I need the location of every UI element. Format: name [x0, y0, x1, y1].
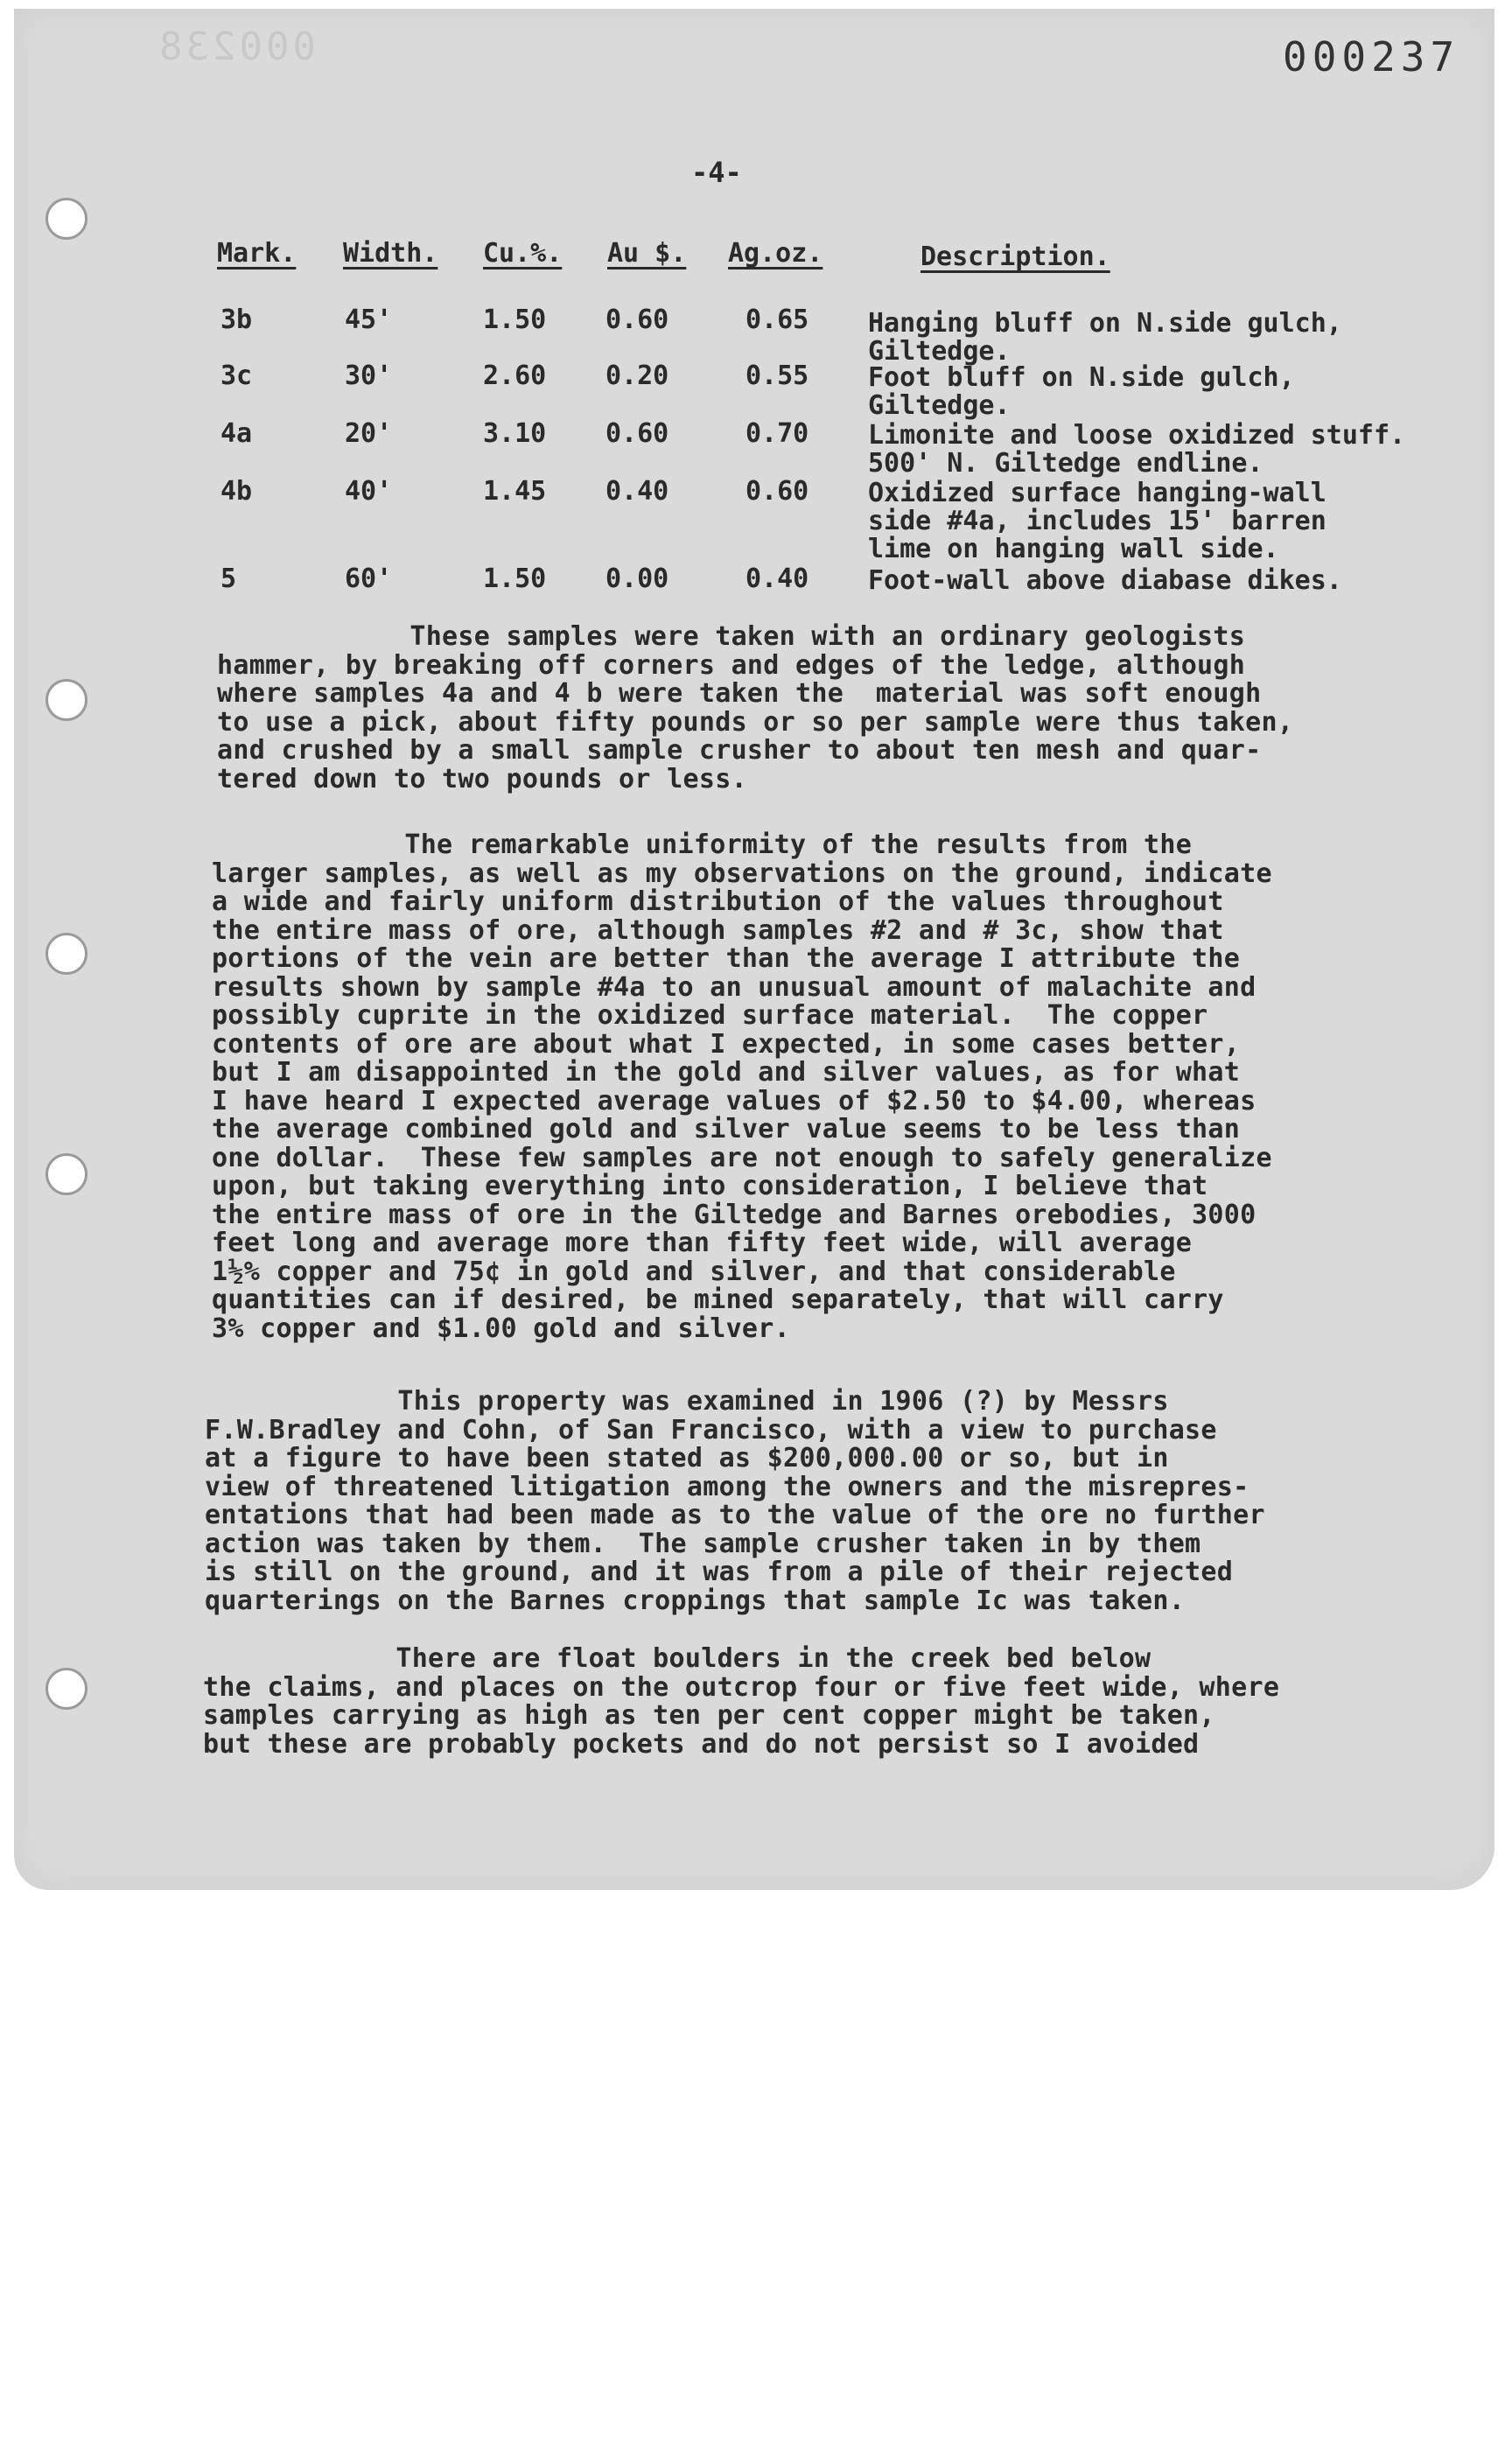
cell-mark: 4a — [220, 418, 253, 449]
cell-mark: 4b — [220, 476, 253, 507]
binder-hole — [46, 1668, 88, 1710]
cell-ag: 0.55 — [746, 360, 809, 391]
header-width: Width. — [343, 238, 438, 269]
header-au: Au $. — [607, 238, 687, 269]
cell-description: Hanging bluff on N.side gulch, Giltedge. — [868, 308, 1342, 367]
cell-au: 0.40 — [606, 476, 669, 507]
header-mark: Mark. — [217, 238, 297, 269]
cell-description: Foot-wall above diabase dikes. — [868, 565, 1342, 596]
binder-hole — [46, 933, 88, 975]
cell-cu: 3.10 — [483, 418, 547, 449]
assay-table — [217, 238, 1460, 596]
cell-mark: 3c — [220, 360, 253, 391]
header-description: Description. — [920, 242, 1110, 272]
cell-cu: 2.60 — [483, 360, 547, 391]
cell-au: 0.60 — [606, 304, 669, 335]
cell-ag: 0.40 — [746, 564, 809, 594]
cell-description: Foot bluff on N.side gulch, Giltedge. — [868, 362, 1295, 421]
cell-mark: 3b — [220, 304, 253, 335]
cell-description: Limonite and loose oxidized stuff. 500' N. Giltedge endline. — [868, 420, 1406, 479]
header-cu: Cu.%. — [483, 238, 563, 269]
cell-mark: 5 — [220, 564, 237, 594]
paragraph-property-history: This property was examined in 1906 (?) by Messrs F.W.Bradley and Cohn, of San Francisco, with a view to purchase at a figure to have been stated as $200,000.00 or so, but in view of threatened litigation among the owners and the misrepres- entations that had been made as to the value of the ore no further action was taken by them. The sample crusher taken in by them is still on the ground, and it was from a pile of their rejected quarterings on the Barnes croppings that sample Ic was taken. — [205, 1386, 1265, 1616]
cell-width: 40' — [345, 476, 393, 507]
cell-ag: 0.70 — [746, 418, 809, 449]
page-number: -4- — [691, 156, 742, 189]
cell-cu: 1.50 — [483, 304, 547, 335]
cell-au: 0.60 — [606, 418, 669, 449]
table-header-row — [217, 238, 1460, 272]
binder-hole — [46, 198, 88, 240]
cell-width: 60' — [345, 564, 393, 594]
binder-hole — [46, 679, 88, 721]
cell-width: 45' — [345, 304, 393, 335]
cell-au: 0.00 — [606, 564, 669, 594]
cell-cu: 1.45 — [483, 476, 547, 507]
binder-hole — [46, 1153, 88, 1195]
header-ag: Ag.oz. — [728, 238, 823, 269]
cell-ag: 0.65 — [746, 304, 809, 335]
cell-au: 0.20 — [606, 360, 669, 391]
paragraph-results-analysis: The remarkable uniformity of the results from the larger samples, as well as my observations on the ground, indicate a wide and fairly uniform distribution of the values throughout the entire mass of ore, although samples #2 and # 3c, show that portions of the vein are better than the average I attribute the results shown by sample #4a to an unusual amount of malachite and possibly cuprite in the oxidized surface material. The copper contents of ore are about what I expected, in some cases better, but I am disappointed in the gold and silver values, as for what I have heard I expected average values of $2.50 to $4.00, whereas the average combined gold and silver value seems to be less than one dollar. These few samples are not enough to safely generalize upon, but taking everything into consideration, I believe that the entire mass of ore in the Giltedge and Barnes orebodies, 3000 feet long and average more than fifty feet wide, will average 1½% copper and 75¢ in gold and silver, and that considerable quantities can if desired, be mined separately, that will carry 3% copper and $1.00 gold and silver. — [212, 830, 1272, 1344]
paragraph-sampling-method: These samples were taken with an ordinary geologists hammer, by breaking off corners and edges of the ledge, although where samples 4a and 4 b were taken the material was soft enough to use a pick, about fifty pounds or so per sample were thus taken, and crushed by a small sample crusher to about ten mesh and quar- tered down to two pounds or less. — [217, 621, 1294, 794]
cell-ag: 0.60 — [746, 476, 809, 507]
faint-bleedthrough-stamp: 000238 — [156, 24, 316, 69]
document-number-stamp: 000237 — [1283, 33, 1460, 80]
cell-description: Oxidized surface hanging-wall side #4a, includes 15' barren lime on hanging wall side. — [868, 478, 1326, 564]
cell-width: 30' — [345, 360, 393, 391]
paragraph-float-boulders: There are float boulders in the creek bed below the claims, and places on the outcrop four or five feet wide, where samples carrying as high as ten per cent copper might be taken, but these are probably pockets and do not persist so I avoided — [203, 1643, 1280, 1760]
cell-width: 20' — [345, 418, 393, 449]
cell-cu: 1.50 — [483, 564, 547, 594]
